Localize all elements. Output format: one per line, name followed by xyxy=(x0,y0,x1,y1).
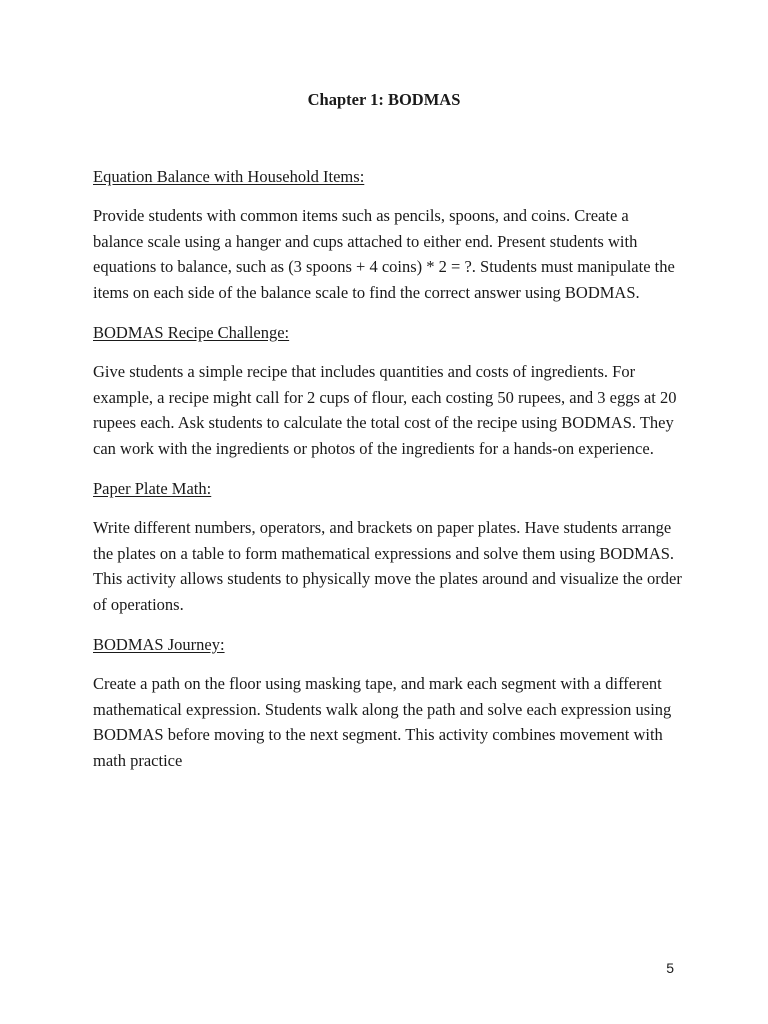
section-heading: Paper Plate Math: xyxy=(93,479,212,498)
section-bodmas-journey xyxy=(93,634,683,773)
section-body: Write different numbers, operators, and brackets on paper plates. Have students arrange the plates on a table to form mathematical expressions and solve them using BODMAS. This activity allows students to physically move the plates around and visualize the order of operations. xyxy=(93,518,682,614)
section-heading: BODMAS Journey: xyxy=(93,635,225,654)
chapter-title: Chapter 1: BODMAS xyxy=(307,90,461,109)
section-heading: Equation Balance with Household Items: xyxy=(93,167,365,186)
section-body: Provide students with common items such as pencils, spoons, and coins. Create a balance scale using a hanger and cups attached to either end. Present students with equations to balance, such as (3 spoons + 4 coins) * 2 = ?. Students must manipulate the items on each side of the balance scale to find the correct answer using BODMAS. xyxy=(93,206,675,302)
section-paper-plate-math xyxy=(93,478,683,617)
section-equation-balance xyxy=(93,166,683,305)
page-number: 5 xyxy=(666,960,674,976)
section-body: Give students a simple recipe that includes quantities and costs of ingredients. For example, a recipe might call for 2 cups of flour, each costing 50 rupees, and 3 eggs at 20 rupees each. Ask students to calculate the total cost of the recipe using BODMAS. They can work with the ingredients or photos of the ingredients for a hands-on experience. xyxy=(93,362,677,458)
section-heading: BODMAS Recipe Challenge: xyxy=(93,323,290,342)
section-recipe-challenge xyxy=(93,322,683,461)
section-body: Create a path on the floor using masking tape, and mark each segment with a different mathematical expression. Students walk along the path and solve each expression using BODMAS before moving to the next segment. This activity combines movement with math practice xyxy=(93,674,672,770)
document-content xyxy=(93,166,683,790)
